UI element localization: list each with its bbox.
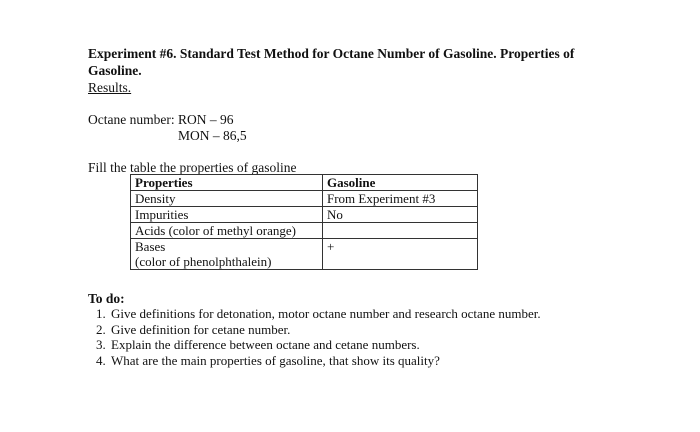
table-row [131, 223, 478, 239]
ron-line: Octane number: RON – 96 [88, 112, 234, 127]
cell-value [323, 223, 478, 239]
table-row [131, 239, 478, 255]
properties-table [130, 174, 478, 270]
table-row [131, 207, 478, 223]
cell-value [323, 254, 478, 270]
list-item: 4. What are the main properties of gasoline, that show its quality? [109, 353, 541, 369]
experiment-title: Experiment #6. Standard Test Method for Octane Number of Gasoline. Properties of Gasoline. [88, 46, 575, 78]
results-label: Results. [88, 80, 132, 95]
cell-property: Acids (color of methyl orange) [131, 223, 323, 239]
cell-property: Impurities [131, 207, 323, 223]
table-header-row [131, 175, 478, 191]
todo-heading: To do: [88, 291, 125, 306]
list-item: 3. Explain the difference between octane and cetane numbers. [109, 337, 541, 353]
table-instruction: Fill the table the properties of gasoline [88, 160, 297, 175]
mon-line: MON – 86,5 [178, 128, 247, 143]
cell-value: + [323, 239, 478, 255]
header-gasoline: Gasoline [323, 175, 478, 191]
cell-value: No [323, 207, 478, 223]
cell-property: Bases [131, 239, 323, 255]
header-properties: Properties [131, 175, 323, 191]
table-row [131, 191, 478, 207]
table-row [131, 254, 478, 270]
cell-property: Density [131, 191, 323, 207]
list-item: 2. Give definition for cetane number. [109, 322, 541, 338]
list-item: 1. Give definitions for detonation, motor octane number and research octane number. [109, 306, 541, 322]
cell-property: (color of phenolphthalein) [131, 254, 323, 270]
cell-value: From Experiment #3 [323, 191, 478, 207]
todo-list [88, 306, 541, 368]
